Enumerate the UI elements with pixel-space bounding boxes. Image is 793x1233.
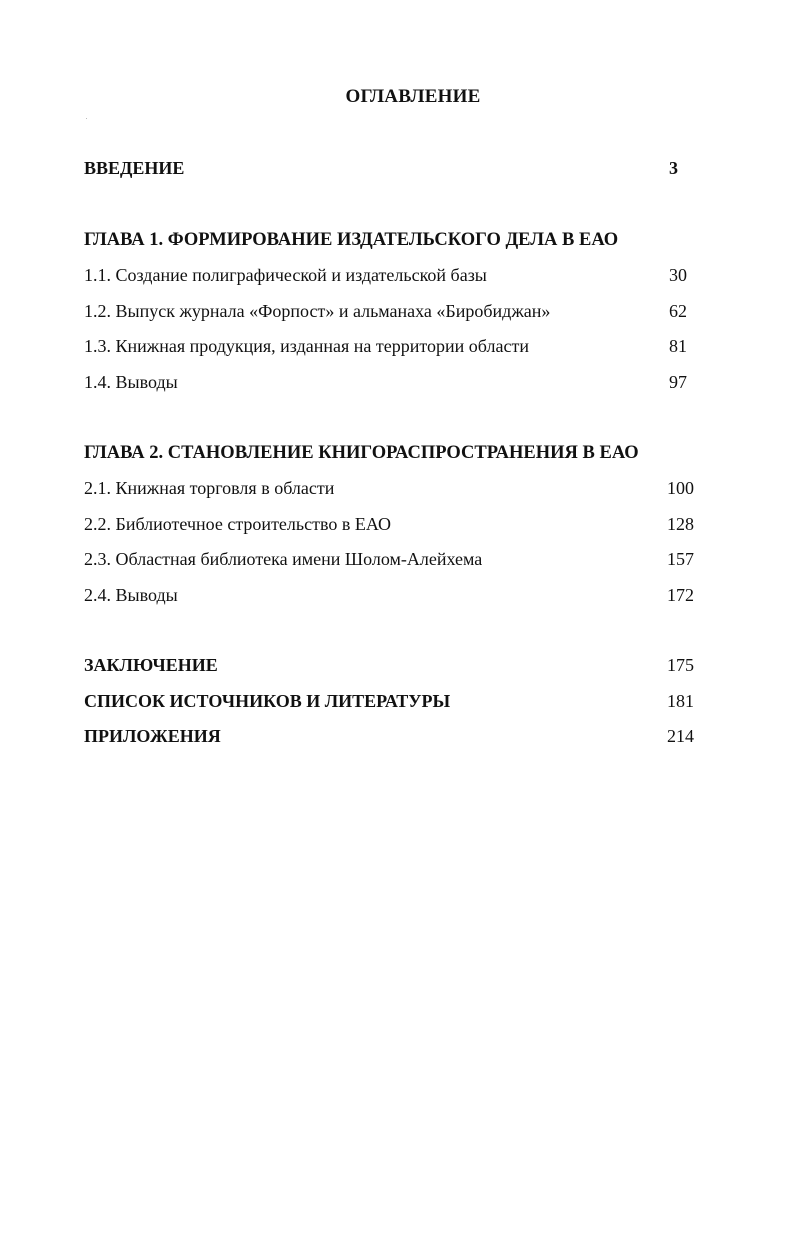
toc-chapter-title: ГЛАВА 2. СТАНОВЛЕНИЕ КНИГОРАСПРОСТРАНЕНИЯ В ЕАО [84, 443, 639, 463]
toc-entry-label: СПИСОК ИСТОЧНИКОВ И ЛИТЕРАТУРЫ [84, 691, 451, 711]
toc-entry-page: 30 [669, 265, 687, 285]
toc-entry-page: 128 [667, 514, 694, 534]
toc-entry-page: 175 [667, 655, 694, 675]
toc-section-2-2 [84, 511, 694, 537]
toc-entry-label: ПРИЛОЖЕНИЯ [84, 726, 221, 746]
toc-entry-page: 62 [669, 301, 687, 321]
toc-entry-label: ВВЕДЕНИЕ [84, 158, 185, 178]
toc-entry-intro [84, 155, 694, 181]
toc-entry-page: 181 [667, 691, 694, 711]
toc-entry-label: 1.1. Создание полиграфической и издательской базы [84, 265, 487, 285]
toc-entry-label: 2.3. Областная библиотека имени Шолом-Алейхема [84, 549, 483, 569]
toc-entry-label: 1.3. Книжная продукция, изданная на территории области [84, 336, 529, 356]
toc-entry-page: 100 [667, 478, 694, 498]
toc-chapter-2-heading [84, 440, 694, 466]
toc-section-2-3 [84, 546, 694, 572]
toc-entry-sources [84, 688, 694, 714]
toc-entry-page: 157 [667, 549, 694, 569]
scan-speck [86, 118, 87, 119]
toc-entry-page: 214 [667, 726, 694, 746]
toc-entry-label: 1.4. Выводы [84, 372, 178, 392]
toc-section-2-4 [84, 582, 694, 608]
toc-entry-label: ЗАКЛЮЧЕНИЕ [84, 655, 218, 675]
toc-entry-conclusion [84, 652, 694, 678]
toc-chapter-1-heading [84, 227, 694, 253]
toc-section-1-2 [84, 298, 694, 324]
toc-entry-page: 97 [669, 372, 687, 392]
toc-entry-label: 2.4. Выводы [84, 585, 178, 605]
toc-section-1-1 [84, 262, 694, 288]
toc-entry-label: 1.2. Выпуск журнала «Форпост» и альманаха «Биробиджан» [84, 301, 551, 321]
toc-entry-label: 2.1. Книжная торговля в области [84, 478, 335, 498]
toc-section-2-1 [84, 475, 694, 501]
toc-entry-label: 2.2. Библиотечное строительство в ЕАО [84, 514, 391, 534]
toc-entry-appendices [84, 723, 694, 749]
toc-entry-page: 172 [667, 585, 694, 605]
toc-title: ОГЛАВЛЕНИЕ [345, 86, 481, 107]
toc-entry-page: 81 [669, 336, 687, 356]
toc-section-1-4 [84, 369, 694, 395]
toc-chapter-title: ГЛАВА 1. ФОРМИРОВАНИЕ ИЗДАТЕЛЬСКОГО ДЕЛА В ЕАО [84, 230, 619, 250]
toc-entry-page: 3 [669, 158, 678, 178]
toc-section-1-3 [84, 333, 694, 359]
